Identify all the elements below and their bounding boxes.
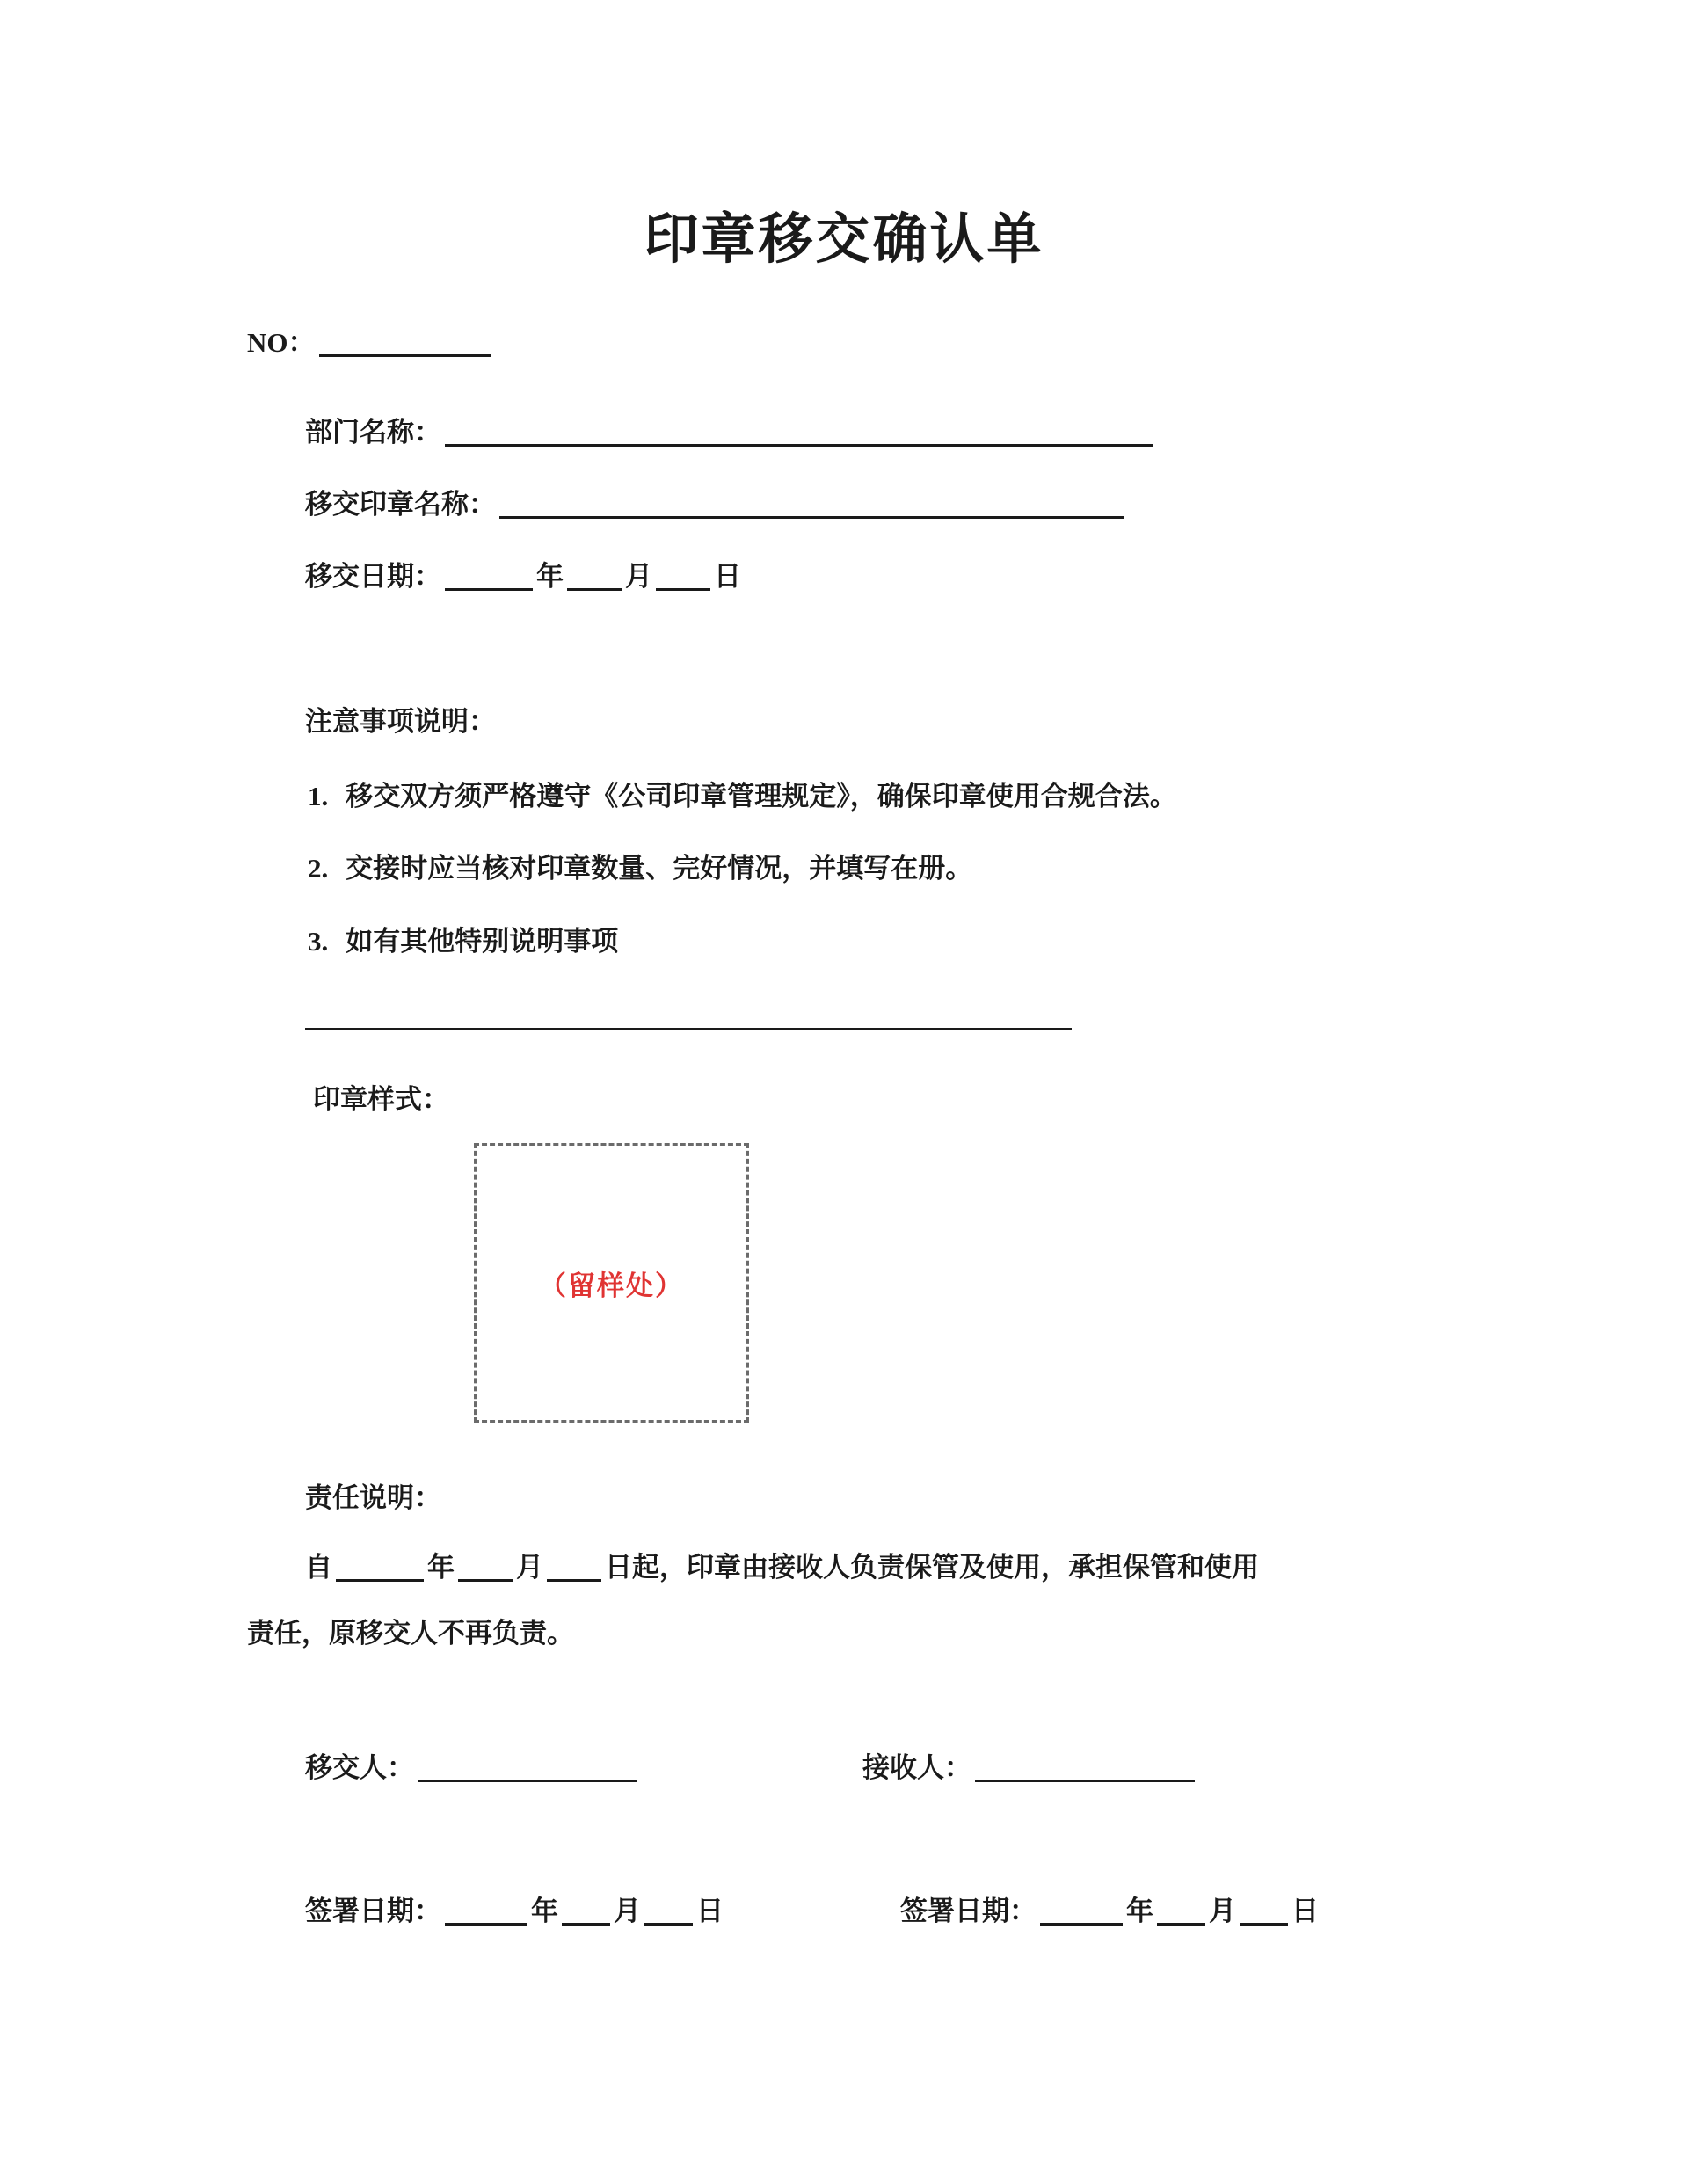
seal-name-blank-line <box>499 489 1124 519</box>
seal-sample-placeholder: （留样处） <box>539 1270 684 1301</box>
day-blank-line <box>656 561 710 591</box>
receiver-signature-field <box>862 1745 1198 1785</box>
year-blank-line <box>445 561 533 591</box>
note-item <box>308 774 1177 813</box>
seal-style-label: 印章样式： <box>313 1084 449 1115</box>
transferor-label: 移交人： <box>305 1752 414 1783</box>
day-blank-line <box>644 1896 693 1926</box>
department-label: 部门名称： <box>305 417 441 448</box>
department-blank-line <box>445 417 1153 447</box>
month-unit: 月 <box>1209 1896 1236 1926</box>
no-field <box>247 320 494 360</box>
notes-heading: 注意事项说明： <box>305 706 496 737</box>
day-blank-line <box>547 1552 601 1582</box>
seal-name-label: 移交印章名称： <box>305 489 496 520</box>
transfer-date-label: 移交日期： <box>305 561 441 592</box>
department-field <box>305 410 1156 449</box>
month-unit: 月 <box>614 1896 641 1926</box>
month-blank-line <box>1157 1896 1205 1926</box>
remarks-blank-line <box>305 1001 1072 1030</box>
year-blank-line <box>336 1552 424 1582</box>
responsibility-heading: 责任说明： <box>305 1482 441 1513</box>
note-item <box>308 919 618 958</box>
transfer-date-field <box>305 554 741 593</box>
month-blank-line <box>458 1552 513 1582</box>
month-unit: 月 <box>516 1552 543 1583</box>
month-blank-line <box>567 561 622 591</box>
day-unit: 日 <box>714 561 741 592</box>
sign-date-label: 签署日期： <box>305 1896 441 1926</box>
day-unit: 日 <box>696 1896 724 1926</box>
note-item-number: 2. <box>308 853 329 884</box>
year-unit: 年 <box>531 1896 558 1926</box>
note-item-text: 交接时应当核对印章数量、完好情况，并填写在册。 <box>346 853 973 884</box>
no-label: NO： <box>247 327 316 358</box>
document-title: 印章移交确认单 <box>644 210 1044 270</box>
note-item-number: 3. <box>308 926 329 957</box>
receiver-label: 接收人： <box>862 1752 971 1783</box>
responsibility-text-post: 日起，印章由接收人负责保管及使用，承担保管和使用 <box>605 1552 1259 1583</box>
month-unit: 月 <box>625 561 652 592</box>
day-unit: 日 <box>1291 1896 1319 1926</box>
responsibility-line-2: 责任，原移交人不再负责。 <box>247 1618 574 1649</box>
seal-name-field <box>305 482 1128 521</box>
note-item-text: 移交双方须严格遵守《公司印章管理规定》，确保印章使用合规合法。 <box>346 781 1177 812</box>
year-unit: 年 <box>427 1552 455 1583</box>
sign-date-label: 签署日期： <box>900 1896 1037 1926</box>
year-blank-line <box>445 1896 528 1926</box>
transferor-signature-field <box>305 1745 641 1785</box>
no-blank-line <box>319 327 491 357</box>
note-item <box>308 846 972 885</box>
year-unit: 年 <box>1126 1896 1153 1926</box>
note-item-text: 如有其他特别说明事项 <box>346 926 619 957</box>
transferor-sign-date-field <box>305 1889 724 1928</box>
day-blank-line <box>1240 1896 1288 1926</box>
remarks-blank-line-row <box>305 1001 1072 1032</box>
transferor-blank-line <box>418 1752 637 1782</box>
responsibility-paragraph <box>247 1545 1473 1650</box>
year-unit: 年 <box>536 561 564 592</box>
receiver-sign-date-field <box>900 1889 1319 1928</box>
seal-sample-box <box>474 1143 749 1423</box>
month-blank-line <box>562 1896 610 1926</box>
responsibility-line-1 <box>247 1545 1473 1584</box>
year-blank-line <box>1040 1896 1123 1926</box>
responsibility-text-pre: 自 <box>305 1552 332 1583</box>
receiver-blank-line <box>975 1752 1195 1782</box>
note-item-number: 1. <box>308 781 329 812</box>
